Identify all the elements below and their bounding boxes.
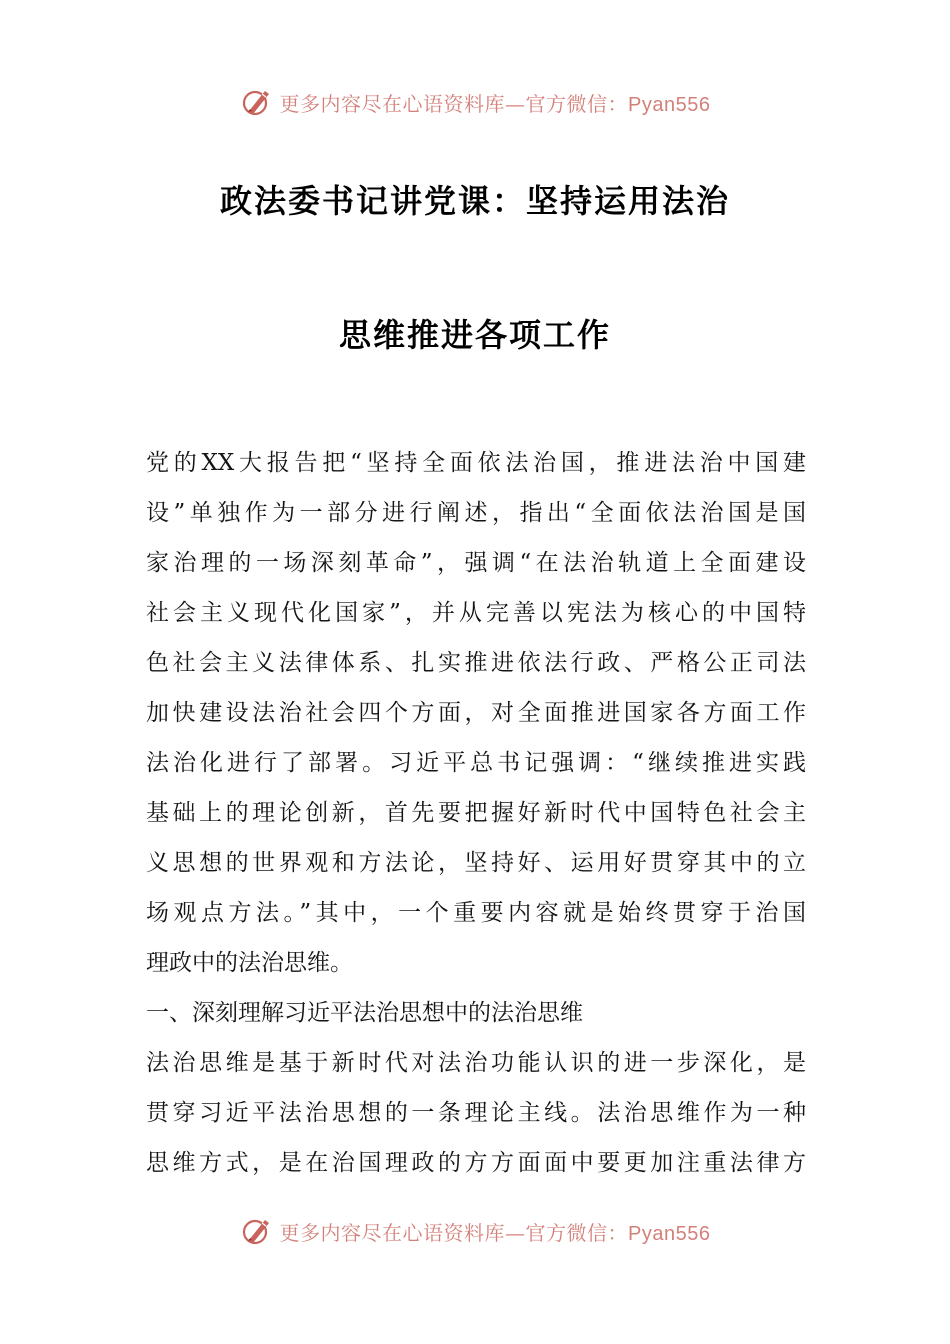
body-line: 党的XX大报告把“坚持全面依法治国，推进法治中国建 <box>146 450 806 476</box>
body-line: 基础上的理论创新，首先要把握好新时代中国特色社会主 <box>146 800 806 826</box>
body-line: 加快建设法治社会四个方面，对全面推进国家各方面工作 <box>146 700 806 726</box>
body-line: 家治理的一场深刻革命”，强调“在法治轨道上全面建设 <box>146 550 806 576</box>
footer-watermark <box>0 1211 950 1251</box>
body-line: 思维方式，是在治国理政的方方面面中要更加注重法律方 <box>146 1150 806 1176</box>
body-line: 色社会主义法律体系、扎实推进依法行政、严格公正司法 <box>146 650 806 676</box>
section-heading: 一、深刻理解习近平法治思想中的法治思维 <box>146 1000 583 1026</box>
fountain-pen-icon <box>240 1214 274 1248</box>
wechat-id: Pyan556 <box>628 93 711 116</box>
document-title-line-2: 思维推进各项工作 <box>338 316 611 354</box>
body-line: 设”单独作为一部分进行阐述，指出“全面依法治国是国 <box>146 500 806 526</box>
body-line: 场观点方法。”其中，一个重要内容就是始终贯穿于治国 <box>146 900 806 926</box>
body-line: 社会主义现代化国家”，并从完善以宪法为核心的中国特 <box>146 600 806 626</box>
body-line: 法治化进行了部署。习近平总书记强调：“继续推进实践 <box>146 750 806 776</box>
fountain-pen-icon <box>240 85 274 119</box>
document-body <box>146 438 806 1188</box>
body-line: 义思想的世界观和方法论，坚持好、运用好贯穿其中的立 <box>146 850 806 876</box>
body-line: 贯穿习近平法治思想的一条理论主线。法治思维作为一种 <box>146 1100 806 1126</box>
watermark-text: 更多内容尽在心语资料库—官方微信：Pyan556 <box>279 91 711 116</box>
watermark-text: 更多内容尽在心语资料库—官方微信：Pyan556 <box>279 1220 711 1245</box>
body-line: 法治思维是基于新时代对法治功能认识的进一步深化，是 <box>146 1050 806 1076</box>
wechat-id: Pyan556 <box>628 1222 711 1245</box>
body-line: 理政中的法治思维。 <box>146 950 353 976</box>
header-watermark <box>0 82 950 122</box>
document-title-line-1: 政法委书记讲党课：坚持运用法治 <box>219 182 730 220</box>
